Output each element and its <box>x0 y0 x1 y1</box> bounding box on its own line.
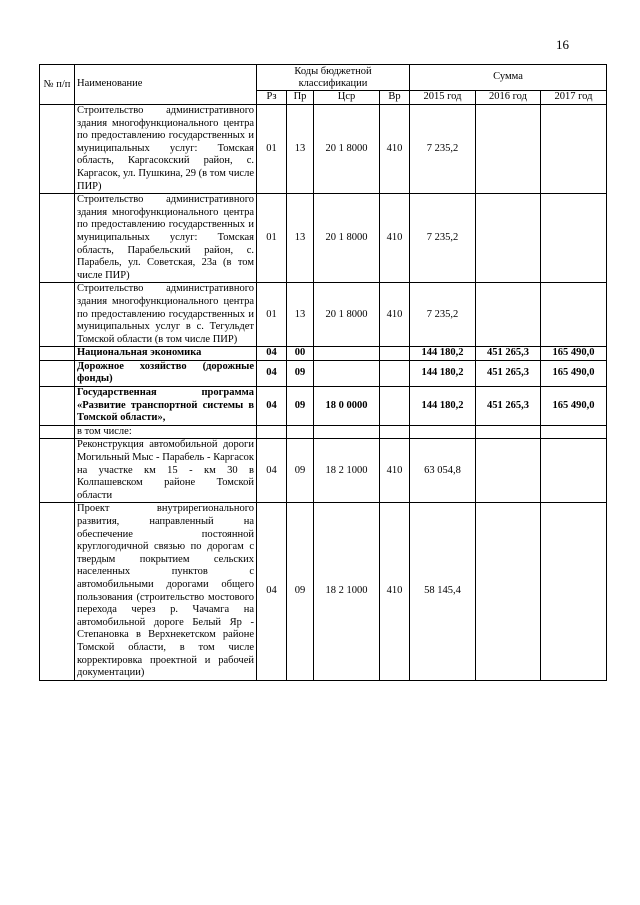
row-rz: 04 <box>257 387 287 426</box>
row-csr: 20 1 8000 <box>314 194 380 283</box>
row-csr <box>314 425 380 439</box>
row-pr: 09 <box>287 439 314 503</box>
row-pr: 09 <box>287 503 314 680</box>
row-name: Дорожное хозяйство (дорожные фонды) <box>75 360 257 386</box>
row-vr: 410 <box>380 503 410 680</box>
row-rz: 01 <box>257 194 287 283</box>
row-csr: 18 0 0000 <box>314 387 380 426</box>
table-row <box>40 503 607 680</box>
row-2016: 451 265,3 <box>476 387 541 426</box>
row-vr <box>380 387 410 426</box>
row-csr <box>314 360 380 386</box>
header-codes: Коды бюджетной классификации <box>257 65 410 91</box>
row-rz: 04 <box>257 347 287 361</box>
row-vr <box>380 347 410 361</box>
row-name: Строительство административного здания многофункционального центра по предоставлению государственных и муниципальных услуг: Томская область, Каргасокский район, с. Каргасок, ул. Пушкина, 29 (в том числе ПИР) <box>75 105 257 194</box>
row-2015: 144 180,2 <box>410 387 476 426</box>
row-2015: 63 054,8 <box>410 439 476 503</box>
header-pr: Пр <box>287 91 314 105</box>
row-2015: 144 180,2 <box>410 360 476 386</box>
row-2015: 7 235,2 <box>410 283 476 347</box>
row-name: Строительство административного здания многофункционального центра по предоставлению государственных и муниципальных услуг в с. Тегульдет Томской области (в том числе ПИР) <box>75 283 257 347</box>
row-pr: 13 <box>287 194 314 283</box>
row-csr: 20 1 8000 <box>314 283 380 347</box>
row-pr: 09 <box>287 387 314 426</box>
row-2016 <box>476 194 541 283</box>
row-2017 <box>541 425 607 439</box>
row-csr: 18 2 1000 <box>314 503 380 680</box>
header-vr: Вр <box>380 91 410 105</box>
row-name: Проект внутрирегионального развития, направленный на обеспечение постоянной круглогодичной связью по дорогам с твердым покрытием сельских населенных пунктов с автомобильными дорогами общего пользования (строительство мостового перехода через р. Чачамга на автомобильной дороге Белый Яр - Степановка в Верхнекетском районе Томской области, в том числе корректировка проектной и рабочей документации) <box>75 503 257 680</box>
row-2017 <box>541 503 607 680</box>
row-2016: 451 265,3 <box>476 347 541 361</box>
row-2016 <box>476 425 541 439</box>
row-2017: 165 490,0 <box>541 387 607 426</box>
table-row <box>40 425 607 439</box>
header-sum: Сумма <box>410 65 607 91</box>
row-2017 <box>541 283 607 347</box>
header-2017: 2017 год <box>541 91 607 105</box>
table-row <box>40 387 607 426</box>
row-pr: 13 <box>287 105 314 194</box>
table-row <box>40 194 607 283</box>
row-2016 <box>476 503 541 680</box>
row-pr: 09 <box>287 360 314 386</box>
row-2016 <box>476 105 541 194</box>
row-2015: 7 235,2 <box>410 194 476 283</box>
row-vr: 410 <box>380 283 410 347</box>
table-row <box>40 283 607 347</box>
row-2017 <box>541 105 607 194</box>
row-rz <box>257 425 287 439</box>
row-pr <box>287 425 314 439</box>
row-rz: 04 <box>257 439 287 503</box>
row-vr <box>380 425 410 439</box>
row-2015: 144 180,2 <box>410 347 476 361</box>
row-vr: 410 <box>380 105 410 194</box>
row-2017: 165 490,0 <box>541 347 607 361</box>
header-name: Наименование <box>75 65 257 105</box>
row-csr: 20 1 8000 <box>314 105 380 194</box>
row-rz: 01 <box>257 283 287 347</box>
row-name: в том числе: <box>75 425 257 439</box>
row-vr: 410 <box>380 194 410 283</box>
row-name: Строительство административного здания многофункционального центра по предоставлению государственных и муниципальных услуг: Томская область, Парабельский район, с. Парабель, ул. Советская, 23а (в том числе ПИР) <box>75 194 257 283</box>
row-vr: 410 <box>380 439 410 503</box>
row-csr <box>314 347 380 361</box>
row-pr: 00 <box>287 347 314 361</box>
row-rz: 04 <box>257 503 287 680</box>
row-name: Национальная экономика <box>75 347 257 361</box>
header-csr: Цср <box>314 91 380 105</box>
row-2015: 7 235,2 <box>410 105 476 194</box>
row-2016 <box>476 439 541 503</box>
row-2015: 58 145,4 <box>410 503 476 680</box>
page-number: 16 <box>556 37 569 52</box>
header-2016: 2016 год <box>476 91 541 105</box>
row-2017 <box>541 194 607 283</box>
header-num: № п/п <box>40 65 75 105</box>
row-2017 <box>541 439 607 503</box>
row-vr <box>380 360 410 386</box>
row-2015 <box>410 425 476 439</box>
row-name: Реконструкция автомобильной дороги Могильный Мыс - Парабель - Каргасок на участке км 15 - км 30 в Колпашевском районе Томской области <box>75 439 257 503</box>
table-row <box>40 439 607 503</box>
header-2015: 2015 год <box>410 91 476 105</box>
table-row <box>40 105 607 194</box>
row-name: Государственная программа «Развитие транспортной системы в Томской области», <box>75 387 257 426</box>
header-rz: Рз <box>257 91 287 105</box>
table-row <box>40 360 607 386</box>
row-2016 <box>476 283 541 347</box>
row-2016: 451 265,3 <box>476 360 541 386</box>
row-rz: 01 <box>257 105 287 194</box>
row-csr: 18 2 1000 <box>314 439 380 503</box>
row-2017: 165 490,0 <box>541 360 607 386</box>
row-rz: 04 <box>257 360 287 386</box>
budget-table <box>39 64 607 681</box>
table-row <box>40 347 607 361</box>
row-pr: 13 <box>287 283 314 347</box>
